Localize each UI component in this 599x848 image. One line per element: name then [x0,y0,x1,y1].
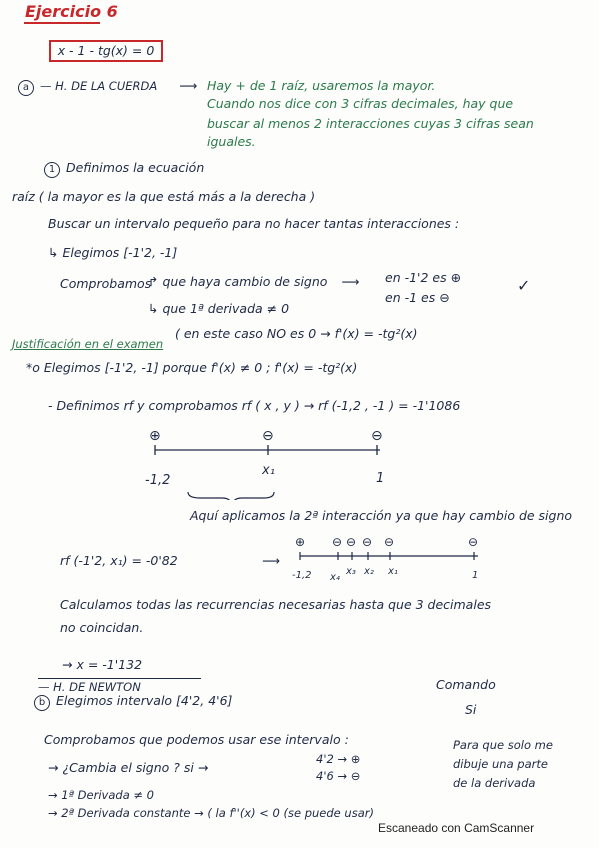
rf-eval-arrow: ⟶ [262,553,280,568]
number-line-1 [140,420,400,500]
checkmark-icon: ✓ [517,276,531,295]
equation-box [49,40,163,62]
nl1-sign-2: ⊖ [371,428,383,444]
exam-line-text: Elegimos [-1'2, -1] porque f'(x) ≠ 0 ; f'(x) = -tg²(x) [43,360,358,375]
scanner-watermark: Escaneado con CamScanner [378,821,535,835]
calc-note-1: Calculamos todas las recurrencias necesarias hasta que 3 decimales [60,597,492,612]
nl2-label-4: x₁ [388,566,398,577]
part-b-heading [34,693,232,711]
sign-result-2: en -1 es ⊖ [385,290,450,305]
step-1 [44,160,204,178]
title-underline [24,22,100,24]
hook-arrow-icon: ↳ [48,245,63,260]
note-line-1: Hay + de 1 raíz, usaremos la mayor. [207,78,436,93]
choose-interval-a [48,245,177,260]
note-line-2: Cuando nos dice con 3 cifras decimales, hay que [207,96,514,111]
part-b-label: b [34,695,50,711]
part-a-label: a [18,80,34,96]
part-b-q-sign: → ¿Cambia el signo ? si → [48,760,209,775]
nl1-sign-0: ⊕ [149,428,161,444]
nl1-left-label: -1,2 [145,473,171,488]
side-note-3: de la derivada [453,776,536,790]
root-note: raíz ( la mayor es la que está más a la derecha ) [12,189,316,204]
check-first-deriv [148,301,289,316]
branch-arrow-icon: ↳ [148,301,163,316]
brace-note: Aquí aplicamos la 2ª interacción ya que hay cambio de signo [190,508,573,523]
deriv-case: ( en este caso NO es 0 → f'(x) = -tg²(x) [175,326,418,341]
define-rf: - Definimos rf y comprobamos rf ( x , y ) → rf (-1,2 , -1 ) = -1'1086 [48,398,461,413]
side-note-2: dibuje una parte [453,757,548,771]
part-a-heading: a — H. DE LA CUERDA ⟶ [18,78,197,96]
side-si: Si [465,702,477,717]
rf-eval: rf (-1'2, x₁) = -0'82 [60,553,178,568]
calc-note-2: no coincidan. [60,620,144,635]
nl2-label-3: x₂ [364,566,374,577]
step-1-number: 1 [44,162,60,178]
part-b-method: — H. DE NEWTON [38,678,201,695]
result: → x = -1'132 [62,657,143,672]
nl2-sign-4: ⊖ [384,535,395,549]
part-b-sign-1: 4'2 → ⊕ [316,752,361,766]
check-sign: ↱ que haya cambio de signo ⟶ [148,274,360,289]
branch-arrow-icon: ↱ [148,274,159,289]
nl2-sign-3: ⊖ [362,535,373,549]
choose-interval-text: Elegimos [-1'2, -1] [62,245,178,260]
part-b-choose: Elegimos intervalo [4'2, 4'6] [55,693,233,708]
nl2-label-5: 1 [472,570,479,581]
brace [188,492,274,500]
side-command-title: Comando [436,677,496,692]
nl2-label-0: -1,2 [292,570,312,581]
check-sign-text: que haya cambio de signo [162,274,328,289]
check-label: Comprobamos [60,276,152,291]
side-note-1: Para que solo me [453,738,553,752]
note-line-3: buscar al menos 2 interacciones cuyas 3 cifras sean [207,116,534,131]
part-b-first-deriv: → 1ª Derivada ≠ 0 [48,788,154,802]
nl2-sign-2: ⊖ [346,535,357,549]
exam-line: *o Elegimos [-1'2, -1] porque f'(x) ≠ 0 ; f'(x) = -tg²(x) [26,360,358,375]
number-line-2 [290,530,490,586]
sign-result-1: en -1'2 es ⊕ [385,270,462,285]
check-first-deriv-text: que 1ª derivada ≠ 0 [162,301,290,316]
part-b-sign-2: 4'6 → ⊖ [316,769,361,783]
nl2-sign-1: ⊖ [332,535,343,549]
nl2-sign-5: ⊖ [468,535,479,549]
nl2-label-1: x₄ [330,572,340,583]
nl2-sign-0: ⊕ [295,535,306,549]
page-title: Ejercicio 6 [25,2,118,21]
nl1-mid-label: x₁ [262,463,275,478]
note-line-4: iguales. [207,134,256,149]
part-b-check: Comprobamos que podemos usar ese intervalo : [44,732,349,747]
part-b-second-deriv: → 2ª Derivada constante → ( la f''(x) < 0 (se puede usar) [48,806,374,820]
nl1-sign-1: ⊖ [262,428,274,444]
small-interval-note: Buscar un intervalo pequeño para no hacer tantas interacciones : [48,216,460,231]
nl1-right-label: 1 [376,471,385,486]
equation-text: x - 1 - tg(x) = 0 [57,43,155,58]
exam-justification: Justificación en el examen [12,337,164,351]
step-1-text: Definimos la ecuación [65,160,205,175]
part-a-method: — H. DE LA CUERDA [39,79,158,93]
nl2-label-2: x₃ [346,566,356,577]
